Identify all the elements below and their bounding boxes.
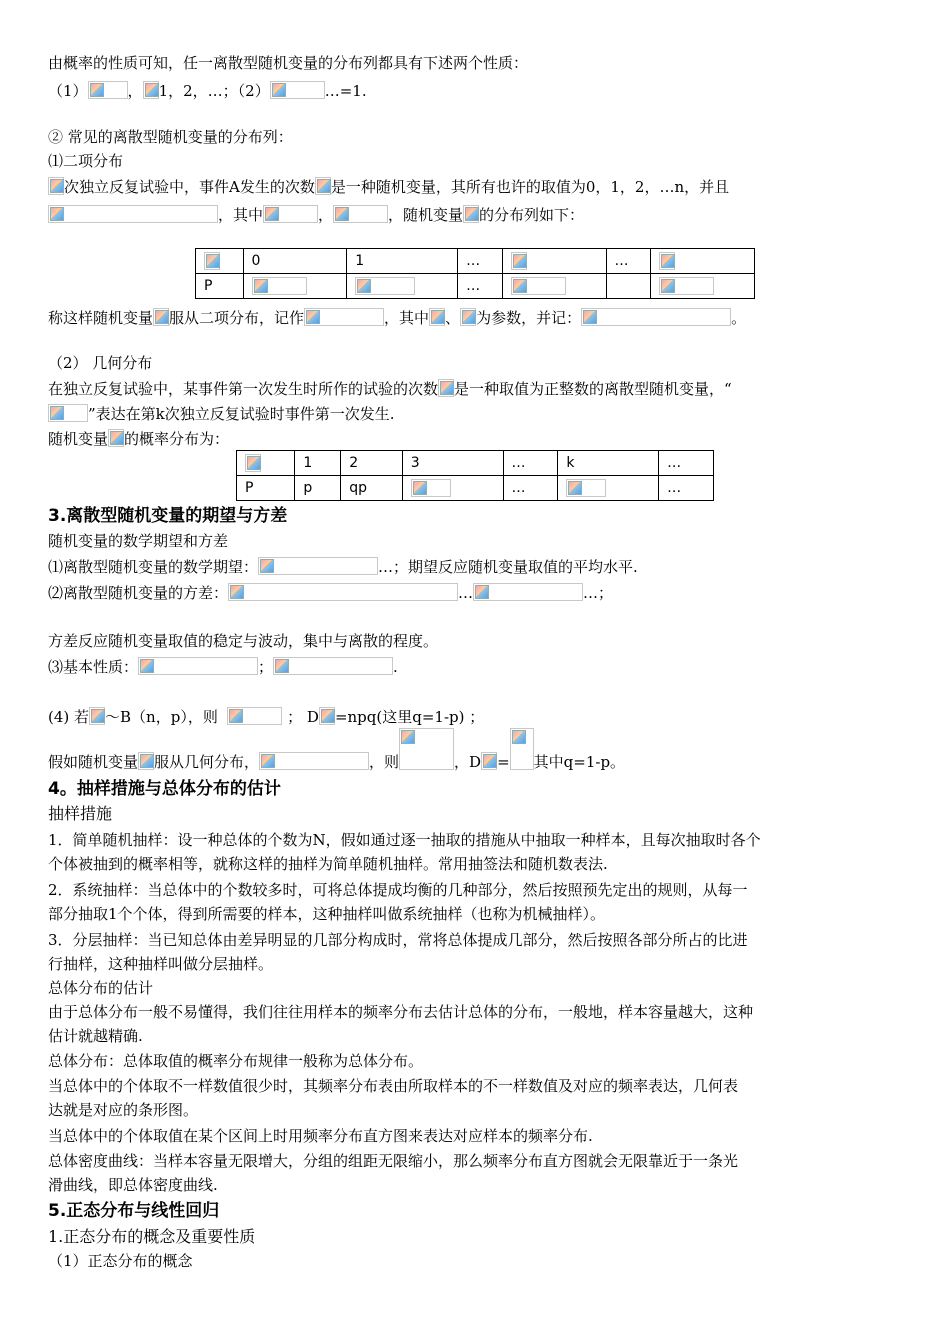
table-cell: P: [196, 274, 244, 299]
table-cell: P: [237, 476, 295, 501]
formula-image: [304, 308, 384, 326]
formula-image: [511, 252, 527, 270]
table-cell: …: [503, 476, 558, 501]
table-cell: [237, 451, 295, 476]
text-line: ⑶基本性质： ； .: [48, 658, 398, 676]
formula-image: [270, 81, 325, 99]
formula-image: [263, 205, 318, 223]
formula-image: [333, 205, 388, 223]
formula-image: [355, 277, 415, 295]
table-cell: …: [458, 249, 503, 274]
formula-image: [399, 728, 454, 770]
formula-image: [315, 177, 331, 195]
table-cell: 1: [295, 451, 341, 476]
table-cell: …: [503, 451, 558, 476]
table-row: [237, 451, 714, 476]
formula-image: [411, 479, 451, 497]
text-line: 当总体中的个体取值在某个区间上时用频率分布直方图来表达对应样本的频率分布.: [48, 1127, 593, 1145]
table-cell: [502, 249, 606, 274]
table-cell: 3: [402, 451, 503, 476]
formula-image: [429, 308, 445, 326]
section-heading: 4。抽样措施与总体分布的估计: [48, 779, 281, 799]
table-row: [196, 249, 755, 274]
text-line: 部分抽取1个个体，得到所需要的样本，这种抽样叫做系统抽样（也称为机械抽样）。: [48, 905, 606, 923]
table-row: [196, 274, 755, 299]
formula-image: [473, 583, 583, 601]
formula-image: [153, 308, 169, 326]
formula-image: [566, 479, 606, 497]
binomial-distribution-table: [195, 248, 755, 299]
formula-image: [48, 177, 64, 195]
text-line: 滑曲线，即总体密度曲线.: [48, 1176, 218, 1194]
formula-image: [481, 752, 497, 770]
table-cell: 1: [347, 249, 458, 274]
formula-image: [88, 81, 128, 99]
table-cell: …: [606, 249, 651, 274]
text-line: 3．分层抽样：当已知总体由差异明显的几部分构成时，常将总体提成几部分，然后按照各部分所占的比进: [48, 931, 748, 949]
formula-image: [143, 81, 159, 99]
table-cell: [502, 274, 606, 299]
formula-image: [48, 404, 88, 422]
table-cell: …: [458, 274, 503, 299]
text-line: ”表达在第k次独立反复试验时事件第一次发生.: [48, 403, 395, 425]
formula-image: [659, 277, 714, 295]
formula-image: [273, 657, 393, 675]
text-line: 达就是对应的条形图。: [48, 1101, 199, 1119]
subsection-heading: 抽样措施: [48, 804, 113, 823]
text-line: （1） ， 1，2，…；（2） …=1.: [48, 82, 367, 100]
table-cell: [196, 249, 244, 274]
text-line: 个体被抽到的概率相等，就称这样的抽样为简单随机抽样。常用抽签法和随机数表法.: [48, 855, 608, 873]
text-line: 估计就越精确.: [48, 1027, 143, 1045]
table-cell: p: [295, 476, 341, 501]
formula-image: [108, 429, 124, 447]
table-cell: …: [659, 451, 714, 476]
formula-image: [138, 752, 154, 770]
text-line: (4) 若 ～B（n，p），则 ； D =npq(这里q=1-p) ；: [48, 708, 485, 726]
text-line: 随机变量 的概率分布为：: [48, 430, 230, 448]
table-cell: [558, 476, 659, 501]
text-line: ⑵离散型随机变量的方差： … …；: [48, 584, 614, 602]
table-cell: [243, 274, 347, 299]
table-cell: [347, 274, 458, 299]
table-cell: …: [659, 476, 714, 501]
formula-image: [259, 752, 369, 770]
formula-image: [463, 205, 479, 223]
formula-image: [228, 583, 458, 601]
table-cell: [606, 274, 651, 299]
formula-image: [581, 308, 731, 326]
geometric-distribution-table: [236, 450, 714, 501]
text-line: ② 常见的离散型随机变量的分布列：: [48, 128, 293, 146]
table-cell: [402, 476, 503, 501]
text-line: 1．简单随机抽样：设一种总体的个数为N，假如通过逐一抽取的措施从中抽取一种样本，且每次抽取时各个: [48, 831, 761, 849]
text-line: 总体密度曲线：当样本容量无限增大，分组的组距无限缩小，那么频率分布直方图就会无限靠近于一条光: [48, 1152, 739, 1170]
formula-image: [138, 657, 258, 675]
formula-image: [659, 252, 675, 270]
table-row: [237, 476, 714, 501]
formula-image: [511, 277, 566, 295]
table-cell: [651, 249, 755, 274]
table-cell: k: [558, 451, 659, 476]
text-line: 总体分布：总体取值的概率分布规律一般称为总体分布。: [48, 1052, 424, 1070]
text-line: ⑴离散型随机变量的数学期望： …；期望反应随机变量取值的平均水平.: [48, 558, 638, 576]
table-cell: 2: [341, 451, 403, 476]
table-cell: qp: [341, 476, 403, 501]
text-line: 方差反应随机变量取值的稳定与波动，集中与离散的程度。: [48, 632, 439, 650]
formula-image: [89, 707, 105, 725]
formula-image: [460, 308, 476, 326]
text-line: ，其中 ， ，随机变量 的分布列如下：: [48, 204, 584, 226]
text-line: ⑴二项分布: [48, 152, 124, 170]
subsection-heading: 1.正态分布的概念及重要性质: [48, 1227, 256, 1246]
formula-image: [258, 557, 378, 575]
text-line: 称这样随机变量 服从二项分布，记作 ，其中 、 为参数，并记： 。: [48, 309, 747, 327]
formula-image: [438, 379, 454, 397]
text-line: 随机变量的数学期望和方差: [48, 532, 229, 550]
text-line: 总体分布的估计: [48, 979, 154, 997]
formula-image: [227, 707, 282, 725]
text-line: 假如随机变量 服从几何分布， ，则 ，D = 其中q=1-p。: [48, 728, 625, 785]
text-line: 由概率的性质可知，任一离散型随机变量的分布列都具有下述两个性质：: [48, 54, 529, 72]
text-line: 次独立反复试验中，事件A发生的次数 是一种随机变量，其所有也许的取值为0，1，2，…n，并且: [48, 176, 729, 198]
formula-image: [510, 728, 534, 770]
table-cell: 0: [243, 249, 347, 274]
formula-image: [319, 707, 335, 725]
section-heading: 5.正态分布与线性回归: [48, 1201, 220, 1221]
section-heading: 3.离散型随机变量的期望与方差: [48, 506, 288, 526]
text-line: 由于总体分布一般不易懂得，我们往往用样本的频率分布去估计总体的分布，一般地，样本容量越大，这种: [48, 1003, 754, 1021]
text-line: 2．系统抽样：当总体中的个数较多时，可将总体提成均衡的几种部分，然后按照预先定出的规则，从每一: [48, 881, 748, 899]
text-line: 在独立反复试验中，某事件第一次发生时所作的试验的次数 是一种取值为正整数的离散型随机变量，“: [48, 380, 732, 398]
formula-image: [252, 277, 307, 295]
formula-image: [245, 454, 261, 472]
text-line: （2） 几何分布: [48, 354, 153, 372]
text-line: （1）正态分布的概念: [48, 1252, 193, 1270]
text-line: 行抽样，这种抽样叫做分层抽样。: [48, 955, 274, 973]
formula-image: [48, 205, 218, 223]
table-cell: [651, 274, 755, 299]
text-line: 当总体中的个体取不一样数值很少时，其频率分布表由所取样本的不一样数值及对应的频率表达，几何表: [48, 1077, 739, 1095]
formula-image: [204, 252, 220, 270]
